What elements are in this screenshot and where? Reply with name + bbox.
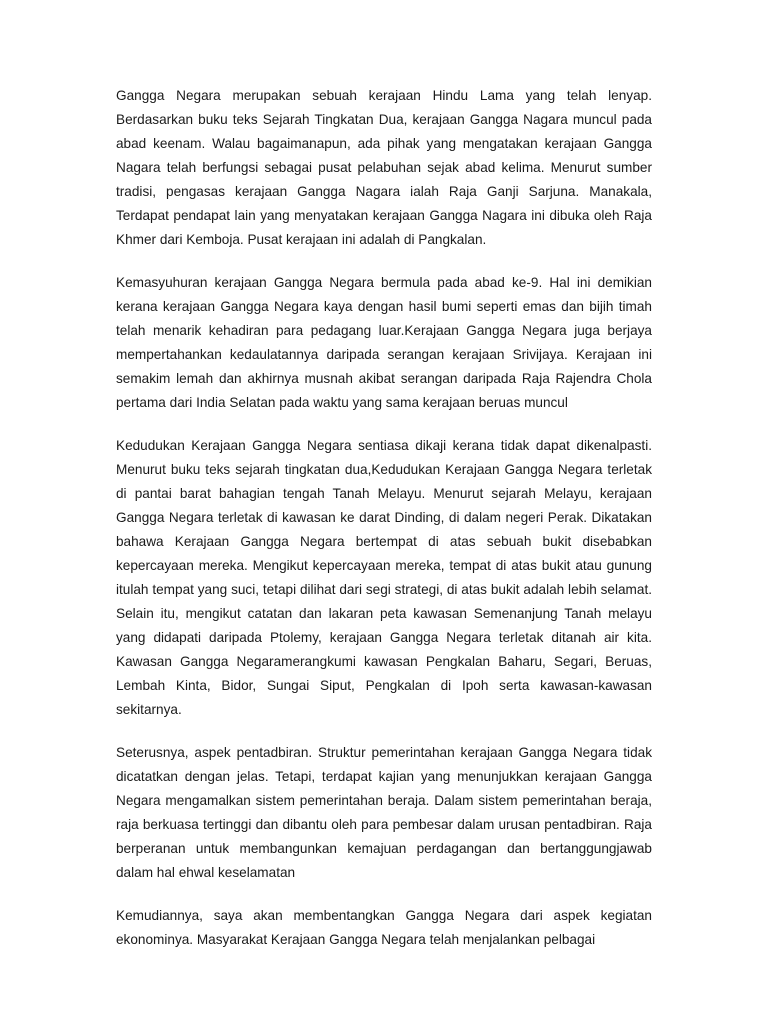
paragraph-origin: Gangga Negara merupakan sebuah kerajaan Hindu Lama yang telah lenyap. Berdasarkan buku teks Sejarah Tingkatan Dua, kerajaan Gangga Nagara muncul pada abad keenam. Walau bagaimanapun, ada pihak yang mengatakan kerajaan Gangga Nagara telah berfungsi sebagai pusat pelabuhan sejak abad kelima. Menurut sumber tradisi, pengasas kerajaan Gangga Nagara ialah Raja Ganji Sarjuna. Manakala, Terdapat pendapat lain yang menyatakan kerajaan Gangga Nagara ini dibuka oleh Raja Khmer dari Kemboja. Pusat kerajaan ini adalah di Pangkalan.: [116, 88, 652, 247]
paragraph-prosperity: Kemasyuhuran kerajaan Gangga Negara bermula pada abad ke-9. Hal ini demikian kerana kerajaan Gangga Negara kaya dengan hasil bumi seperti emas dan bijih timah telah menarik kehadiran para pedagang luar.Kerajaan Gangga Negara juga berjaya mempertahankan kedaulatannya daripada serangan kerajaan Srivijaya. Kerajaan ini semakim lemah dan akhirnya musnah akibat serangan daripada Raja Rajendra Chola pertama dari India Selatan pada waktu yang sama kerajaan beruas muncul: [116, 275, 652, 410]
document-page: [116, 84, 652, 971]
paragraph-economy: Kemudiannya, saya akan membentangkan Gangga Negara dari aspek kegiatan ekonominya. Masyarakat Kerajaan Gangga Negara telah menjalankan pelbagai: [116, 908, 652, 947]
paragraph-administration: Seterusnya, aspek pentadbiran. Struktur pemerintahan kerajaan Gangga Negara tidak dicatatkan dengan jelas. Tetapi, terdapat kajian yang menunjukkan kerajaan Gangga Negara mengamalkan sistem pemerintahan beraja. Dalam sistem pemerintahan beraja, raja berkuasa tertinggi dan dibantu oleh para pembesar dalam urusan pentadbiran. Raja berperanan untuk membangunkan kemajuan perdagangan dan bertanggungjawab dalam hal ehwal keselamatan: [116, 745, 652, 880]
paragraph-location: Kedudukan Kerajaan Gangga Negara sentiasa dikaji kerana tidak dapat dikenalpasti. Menurut buku teks sejarah tingkatan dua,Kedudukan Kerajaan Gangga Negara terletak di pantai barat bahagian tengah Tanah Melayu. Menurut sejarah Melayu, kerajaan Gangga Negara terletak di kawasan ke darat Dinding, di dalam negeri Perak. Dikatakan bahawa Kerajaan Gangga Negara bertempat di atas sebuah bukit disebabkan kepercayaan mereka. Mengikut kepercayaan mereka, tempat di atas bukit atau gunung itulah tempat yang suci, tetapi dilihat dari segi strategi, di atas bukit adalah lebih selamat. Selain itu, mengikut catatan dan lakaran peta kawasan Semenanjung Tanah melayu yang didapati daripada Ptolemy, kerajaan Gangga Negara terletak ditanah air kita. Kawasan Gangga Negaramerangkumi kawasan Pengkalan Baharu, Segari, Beruas, Lembah Kinta, Bidor, Sungai Siput, Pengkalan di Ipoh serta kawasan-kawasan sekitarnya.: [116, 438, 652, 717]
